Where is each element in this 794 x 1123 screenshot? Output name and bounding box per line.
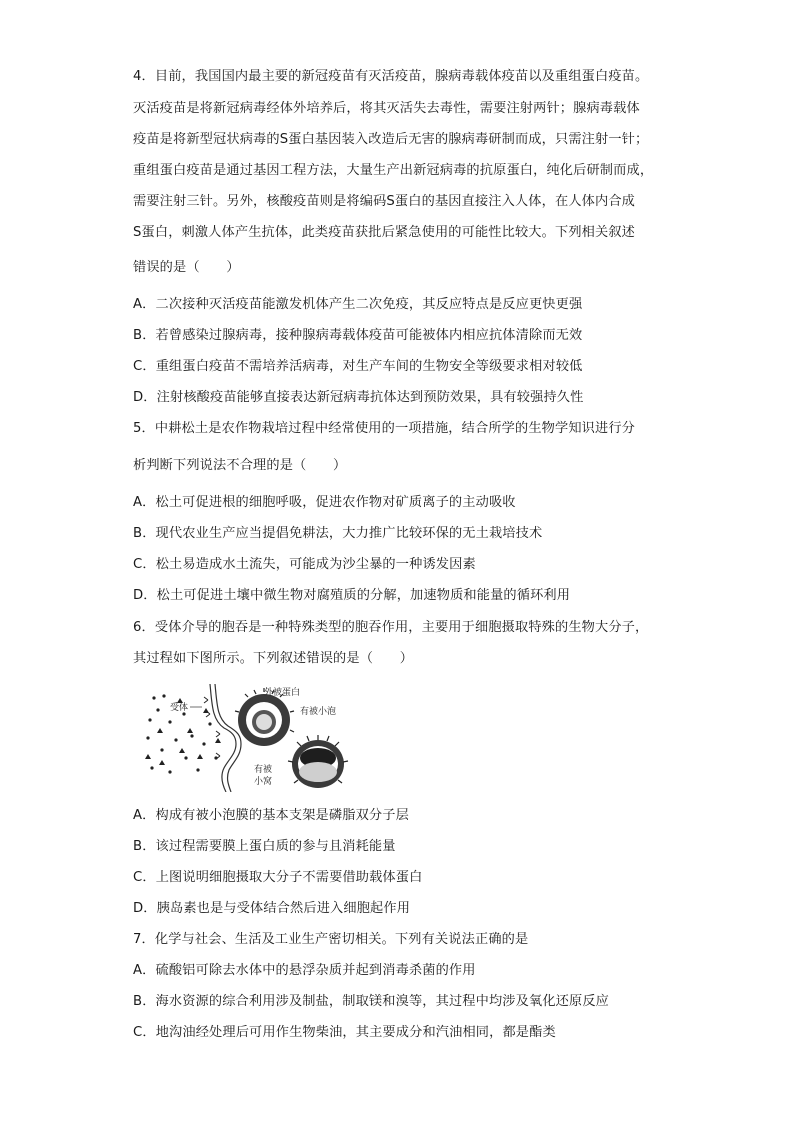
endocytosis-diagram — [140, 684, 360, 792]
label-receptor: 受体 — [170, 703, 189, 713]
q4-stem-line-5: 需要注射三针。另外，核酸疫苗则是将编码S蛋白的基因直接注入人体，在人体内合成 — [133, 194, 636, 209]
q6-option-a: A．构成有被小泡膜的基本支架是磷脂双分子层 — [133, 808, 409, 823]
q4-option-d: D．注射核酸疫苗能够直接表达新冠病毒抗体达到预防效果，具有较强持久性 — [133, 390, 584, 405]
q5-stem-line-1: 5．中耕松土是农作物栽培过程中经常使用的一项措施，结合所学的生物学知识进行分 — [133, 421, 636, 436]
label-coated-pit-line-1: 有被 — [254, 765, 273, 775]
plasma-membrane-inner — [215, 684, 241, 792]
q7-option-a: A．硫酸铝可除去水体中的悬浮杂质并起到消毒杀菌的作用 — [133, 963, 476, 978]
q4-stem-line-6: S蛋白，刺激人体产生抗体，此类疫苗获批后紧急使用的可能性比较大。下列相关叙述 — [133, 225, 636, 240]
q5-option-c: C．松土易造成水土流失，可能成为沙尘暴的一种诱发因素 — [133, 557, 476, 572]
q7-option-c: C．地沟油经处理后可用作生物柴油，其主要成分和汽油相同，都是酯类 — [133, 1025, 556, 1040]
q5-stem-line-2: 析判断下列说法不合理的是（ ） — [133, 458, 347, 473]
coated-vesicle — [288, 735, 348, 788]
q4-stem-line-3: 疫苗是将新型冠状病毒的S蛋白基因装入改造后无害的腺病毒研制而成，只需注射一针； — [133, 132, 649, 147]
q5-option-a: A．松土可促进根的细胞呼吸，促进农作物对矿质离子的主动吸收 — [133, 495, 516, 510]
q4-option-c: C．重组蛋白疫苗不需培养活病毒，对生产车间的生物安全等级要求相对较低 — [133, 359, 583, 374]
label-coated-vesicle: 有被小泡 — [300, 707, 337, 717]
q4-stem-line-1: 4．目前，我国国内最主要的新冠疫苗有灭活疫苗，腺病毒载体疫苗以及重组蛋白疫苗。 — [133, 69, 649, 84]
q7-stem-line-1: 7．化学与社会、生活及工业生产密切相关。下列有关说法正确的是 — [133, 932, 529, 947]
q6-option-b: B．该过程需要膜上蛋白质的参与且消耗能量 — [133, 839, 396, 854]
q4-option-b: B．若曾感染过腺病毒，接种腺病毒载体疫苗可能被体内相应抗体清除而无效 — [133, 328, 583, 343]
endocytosis-figure — [140, 684, 360, 792]
q5-option-d: D．松土可促进土壤中微生物对腐殖质的分解，加速物质和能量的循环利用 — [133, 588, 571, 603]
label-coated-pit-line-2: 小窝 — [254, 777, 273, 787]
q5-option-b: B．现代农业生产应当提倡免耕法，大力推广比较环保的无土栽培技术 — [133, 526, 543, 541]
q4-stem-line-4: 重组蛋白疫苗是通过基因工程方法，大量生产出新冠病毒的抗原蛋白，纯化后研制而成， — [133, 163, 654, 178]
q4-stem-line-7: 错误的是（ ） — [133, 260, 240, 275]
q4-option-a: A．二次接种灭活疫苗能激发机体产生二次免疫，其反应特点是反应更快更强 — [133, 297, 583, 312]
q6-option-c: C．上图说明细胞摄取大分子不需要借助载体蛋白 — [133, 870, 423, 885]
q7-option-b: B．海水资源的综合利用涉及制盐，制取镁和溴等，其过程中均涉及氧化还原反应 — [133, 994, 610, 1009]
plasma-membrane-outer — [210, 684, 236, 792]
label-coat-protein: 外被蛋白 — [264, 688, 301, 698]
q6-stem-line-1: 6．受体介导的胞吞是一种特殊类型的胞吞作用，主要用于细胞摄取特殊的生物大分子， — [133, 620, 649, 635]
q4-stem-line-2: 灭活疫苗是将新冠病毒经体外培养后，将其灭活失去毒性，需要注射两针；腺病毒载体 — [133, 101, 640, 116]
q6-option-d: D．胰岛素也是与受体结合然后进入细胞起作用 — [133, 901, 411, 916]
q6-stem-line-2: 其过程如下图所示。下列叙述错误的是（ ） — [133, 651, 414, 666]
